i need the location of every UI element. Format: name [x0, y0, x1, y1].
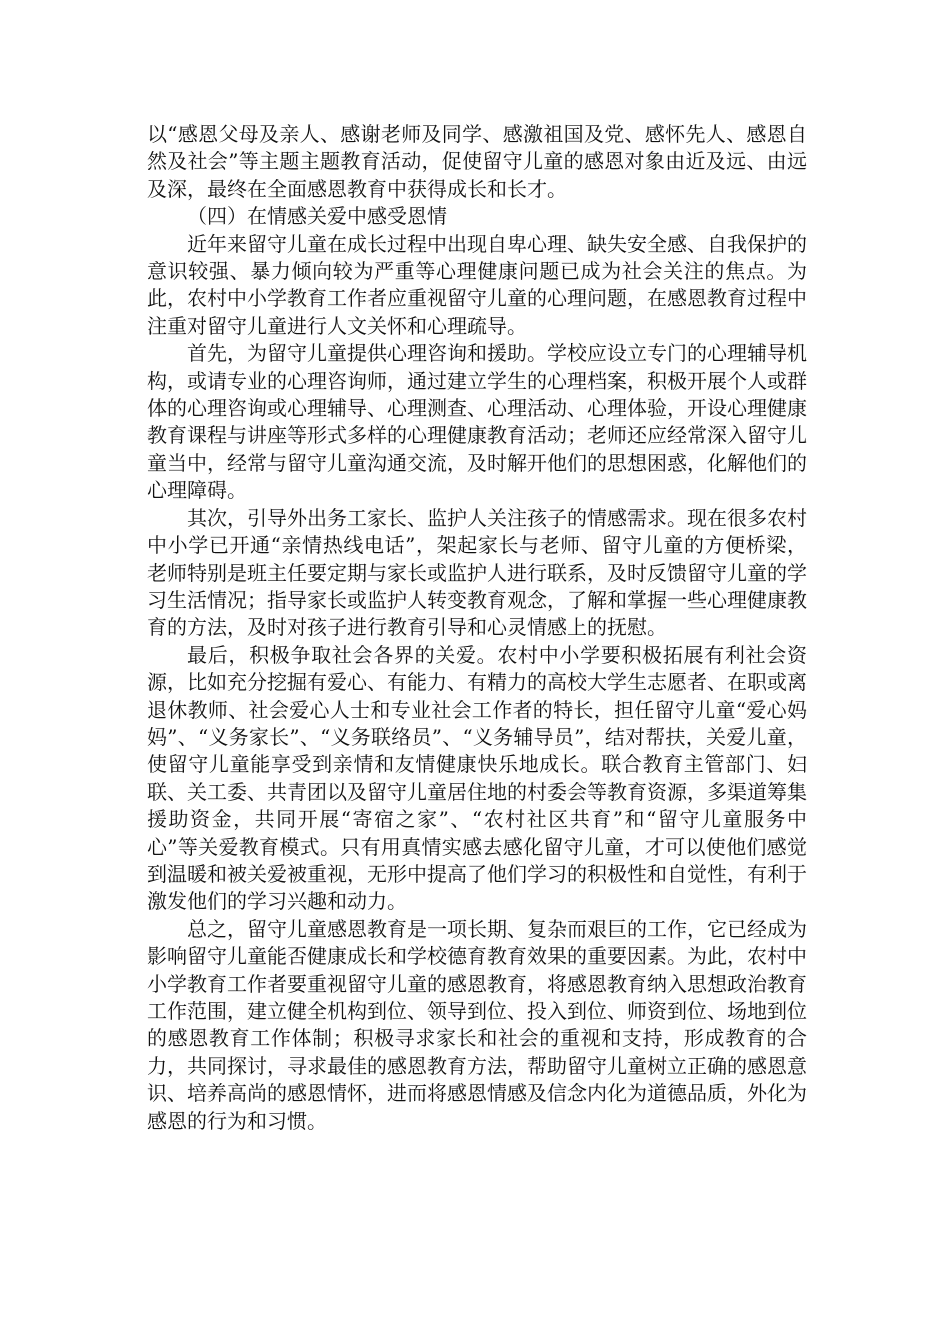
paragraph-conclusion: 总之，留守儿童感恩教育是一项长期、复杂而艰巨的工作，它已经成为影响留守儿童能否健康成长和学校德育教育效果的重要因素。为此，农村中小学教育工作者要重视留守儿童的感恩教育，将感恩教育纳入思想政治教育工作范围，建立健全机构到位、领导到位、投入到位、师资到位、场地到位的感恩教育工作体制；积极寻求家长和社会的重视和支持，形成教育的合力，共同探讨，寻求最佳的感恩教育方法，帮助留守儿童树立正确的感恩意识、培养高尚的感恩情怀，进而将感恩情感及信念内化为道德品质，外化为感恩的行为和习惯。	[147, 916, 807, 1133]
section-heading: （四）在情感关爱中感受恩情	[187, 204, 447, 229]
document-page	[147, 121, 807, 1135]
paragraph-first: 首先，为留守儿童提供心理咨询和援助。学校应设立专门的心理辅导机构，或请专业的心理咨询师，通过建立学生的心理档案，积极开展个人或群体的心理咨询或心理辅导、心理测查、心理活动、心理体验，开设心理健康教育课程与讲座等形式多样的心理健康教育活动；老师还应经常深入留守儿童当中，经常与留守儿童沟通交流，及时解开他们的思想困惑，化解他们的心理障碍。	[147, 341, 807, 503]
paragraph-intro: 近年来留守儿童在成长过程中出现自卑心理、缺失安全感、自我保护的意识较强、暴力倾向较为严重等心理健康问题已成为社会关注的焦点。为此，农村中小学教育工作者应重视留守儿童的心理问题，在感恩教育过程中注重对留守儿童进行人文关怀和心理疏导。	[147, 231, 807, 338]
paragraph-second: 其次，引导外出务工家长、监护人关注孩子的情感需求。现在很多农村中小学已开通“亲情热线电话”，架起家长与老师、留守儿童的方便桥梁，老师特别是班主任要定期与家长或监护人进行联系，及时反馈留守儿童的学习生活情况；指导家长或监护人转变教育观念，了解和掌握一些心理健康教育的方法，及时对孩子进行教育引导和心灵情感上的抚慰。	[147, 505, 807, 640]
paragraph-last: 最后，积极争取社会各界的关爱。农村中小学要积极拓展有利社会资源，比如充分挖掘有爱心、有能力、有精力的高校大学生志愿者、在职或离退休教师、社会爱心人士和专业社会工作者的特长，担任留守儿童“爱心妈妈”、“义务家长”、“义务联络员”、“义务辅导员”，结对帮扶，关爱儿童，使留守儿童能享受到亲情和友情健康快乐地成长。联合教育主管部门、妇联、关工委、共青团以及留守儿童居住地的村委会等教育资源，多渠道筹集援助资金，共同开展“寄宿之家”、“农村社区共育”和“留守儿童服务中心”等关爱教育模式。只有用真情实感去感化留守儿童，才可以使他们感觉到温暖和被关爱被重视，无形中提高了他们学习的积极性和自觉性，有利于激发他们的学习兴趣和动力。	[147, 642, 807, 914]
paragraph-continuation: 以“感恩父母及亲人、感谢老师及同学、感激祖国及党、感怀先人、感恩自然及社会”等主题主题教育活动，促使留守儿童的感恩对象由近及远、由远及深，最终在全面感恩教育中获得成长和长才。	[147, 122, 807, 201]
